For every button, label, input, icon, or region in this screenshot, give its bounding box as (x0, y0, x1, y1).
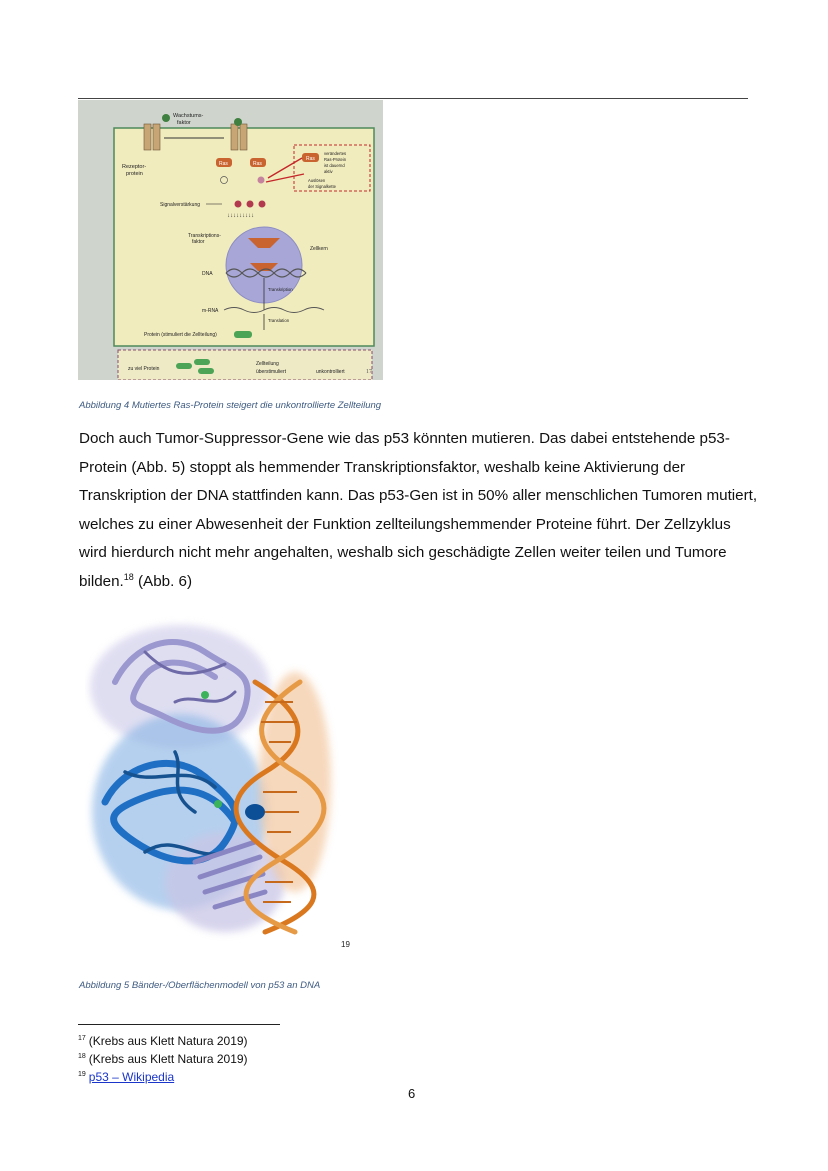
label-translation: Translation (268, 318, 290, 323)
footnote-19-number: 19 (78, 1071, 86, 1078)
label-tf-2: faktor (192, 239, 205, 245)
amplifier-dot-1 (235, 201, 242, 208)
mutated-ras-label: Ras (306, 156, 315, 162)
paragraph-text: Doch auch Tumor-Suppressor-Gene wie das p53 könnten mutieren. Das dabei entstehende p53-Protein (Abb. 5) stoppt als hemmender Transkriptionsfaktor, weshalb keine Aktivierung der Transkription der DNA stattfinden kann. Das p53-Gen ist in 50% aller menschlichen Tumoren mutiert, welches zu einer Abwesenheit der Funktion zellteilungshemmender Proteine führt. Der Zellzyklus wird hierdurch nicht mehr angehalten, weshalb sich geschädigte Zellen weiter teilen und Tumore bilden. (79, 430, 758, 590)
footnote-18-text: (Krebs aus Klett Natura 2019) (88, 1052, 248, 1066)
zinc-ion-1 (201, 691, 209, 699)
figure2-footnote-mark: 19 (341, 940, 350, 949)
receptor-left-a (144, 124, 151, 150)
footnote-17-text: (Krebs aus Klett Natura 2019) (88, 1034, 248, 1048)
label-zu-viel-protein: zu viel Protein (128, 366, 160, 372)
amplifier-dot-3 (259, 201, 266, 208)
p53-dna-model (85, 612, 345, 947)
ras-label-2: Ras (253, 161, 262, 167)
extra-protein-pill-3 (198, 368, 214, 374)
zinc-ion-2 (214, 800, 222, 808)
footnote-18 (78, 1052, 248, 1066)
footnote-19 (78, 1070, 174, 1084)
label-zellteilung-1: Zellteilung (256, 361, 279, 367)
footnote-18-number: 18 (78, 1053, 86, 1060)
growth-factor-bound (234, 118, 242, 126)
label-mrna: m-RNA (202, 308, 219, 314)
label-wachstumsfaktor-1: Wachstums- (173, 113, 204, 119)
label-ras-changed-2: Ras-Protein (324, 157, 347, 162)
amplifier-dot-2 (247, 201, 254, 208)
label-rezeptor-2: protein (126, 171, 143, 177)
label-ausloesen-2: der Signalkette (308, 184, 336, 189)
label-ras-changed-4: aktiv (324, 169, 333, 174)
receptor-right-a (231, 124, 238, 150)
paragraph-suffix: (Abb. 6) (133, 572, 193, 590)
extra-protein-pill-1 (176, 363, 192, 369)
signal-node-active (258, 177, 265, 184)
header-rule (78, 98, 748, 99)
label-zellkern: Zellkern (310, 246, 328, 252)
figure1-footnote-mark: 17 (366, 369, 372, 375)
amplification-arrows: ↓↓↓↓↓↓↓↓↓ (227, 213, 254, 219)
footnote-rule (78, 1024, 280, 1025)
figure1-caption: Abbildung 4 Mutiertes Ras-Protein steigert die unkontrollierte Zellteilung (79, 400, 382, 411)
label-rezeptor-1: Rezeptor- (122, 164, 147, 170)
extra-protein-pill-2 (194, 359, 210, 365)
label-ras-changed-3: ist dauernd (324, 163, 345, 168)
ras-signaling-figure (78, 100, 383, 380)
label-unkontrolliert: unkontrolliert (316, 369, 345, 375)
receptor-left-b (153, 124, 160, 150)
figure2-caption: Abbildung 5 Bänder-/Oberflächenmodell von p53 an DNA (79, 980, 321, 991)
footnote-ref-18[interactable]: 18 (123, 571, 134, 582)
page-number: 6 (408, 1086, 416, 1101)
body-paragraph (79, 425, 759, 596)
footnote-17 (78, 1034, 248, 1048)
protein-pill (234, 331, 252, 338)
label-ausloesen-1: Auslösen (308, 178, 326, 183)
label-wachstumsfaktor-2: faktor (177, 120, 191, 126)
bottom-strip (118, 350, 372, 380)
label-signalverstaerkung: Signalverstärkung (160, 202, 201, 208)
growth-factor-dot (162, 114, 170, 122)
label-tf-1: Transkriptions- (188, 233, 221, 239)
label-dna: DNA (202, 271, 213, 277)
label-protein: Protein (stimuliert die Zellteilung) (144, 332, 217, 338)
footnote-17-number: 17 (78, 1035, 86, 1042)
label-transkription: Transkription (268, 287, 293, 292)
footnote-19-link[interactable]: p53 – Wikipedia (88, 1070, 175, 1084)
ras-label-1: Ras (219, 161, 228, 167)
label-zellteilung-2: überstimuliert (256, 369, 287, 375)
helix-knot (245, 804, 265, 820)
label-ras-changed-1: verändertes (324, 151, 347, 156)
receptor-right-b (240, 124, 247, 150)
